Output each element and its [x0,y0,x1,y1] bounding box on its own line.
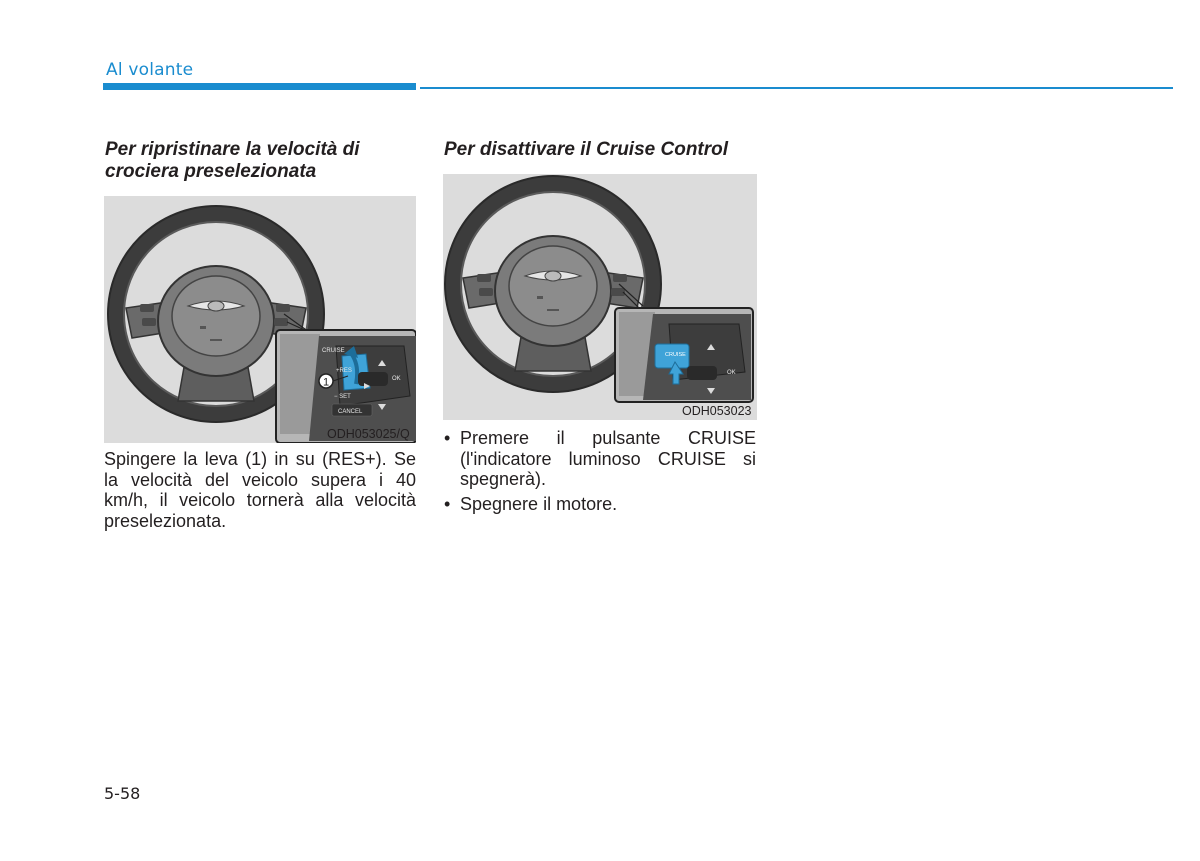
label-cancel: CANCEL [338,409,363,415]
left-heading-line1: Per ripristinare la velocità di [105,139,360,160]
steering-wheel-res-figure [104,196,416,443]
bullet-text: Spegnere il motore. [460,493,618,514]
label-set: − SET [334,394,351,400]
bullet-text: Premere il pulsante CRUISE (l'indicatore luminoso CRUISE si spegnerà). [460,428,756,489]
steering-wheel-illustration-2 [443,174,757,420]
left-paragraph: Spingere la leva (1) in su (RES+). Se la velocità del veicolo supera i 40 km/h, il veicolo tornerà alla velocità preselezionata. [104,449,416,531]
label-cruise: CRUISE [322,348,345,354]
steering-wheel-illustration [104,196,416,443]
steering-wheel-cruise-figure [443,174,757,420]
left-figure-code: ODH053025/Q [327,427,410,441]
right-bullet-list [444,428,756,518]
label-ok: OK [392,376,401,382]
right-figure-code: ODH053023 [682,404,752,418]
label-cruise-2: CRUISE [665,352,686,358]
label-res: +RES [336,368,352,374]
page-number: 5-58 [104,784,141,803]
callout-number: 1 [322,376,330,389]
left-heading [105,139,425,183]
bullet-item: • Premere il pulsante CRUISE (l'indicatore luminoso CRUISE si spegnerà). [444,428,756,489]
right-heading: Per disattivare il Cruise Control [444,139,729,160]
header-rule-thin [420,87,1173,89]
bullet-item: • Spegnere il motore. [444,493,618,514]
label-ok-2: OK [727,370,736,376]
left-heading-line2: crociera preselezionata [105,161,317,182]
section-title: Al volante [106,60,194,80]
header-rule-thick [103,83,416,90]
